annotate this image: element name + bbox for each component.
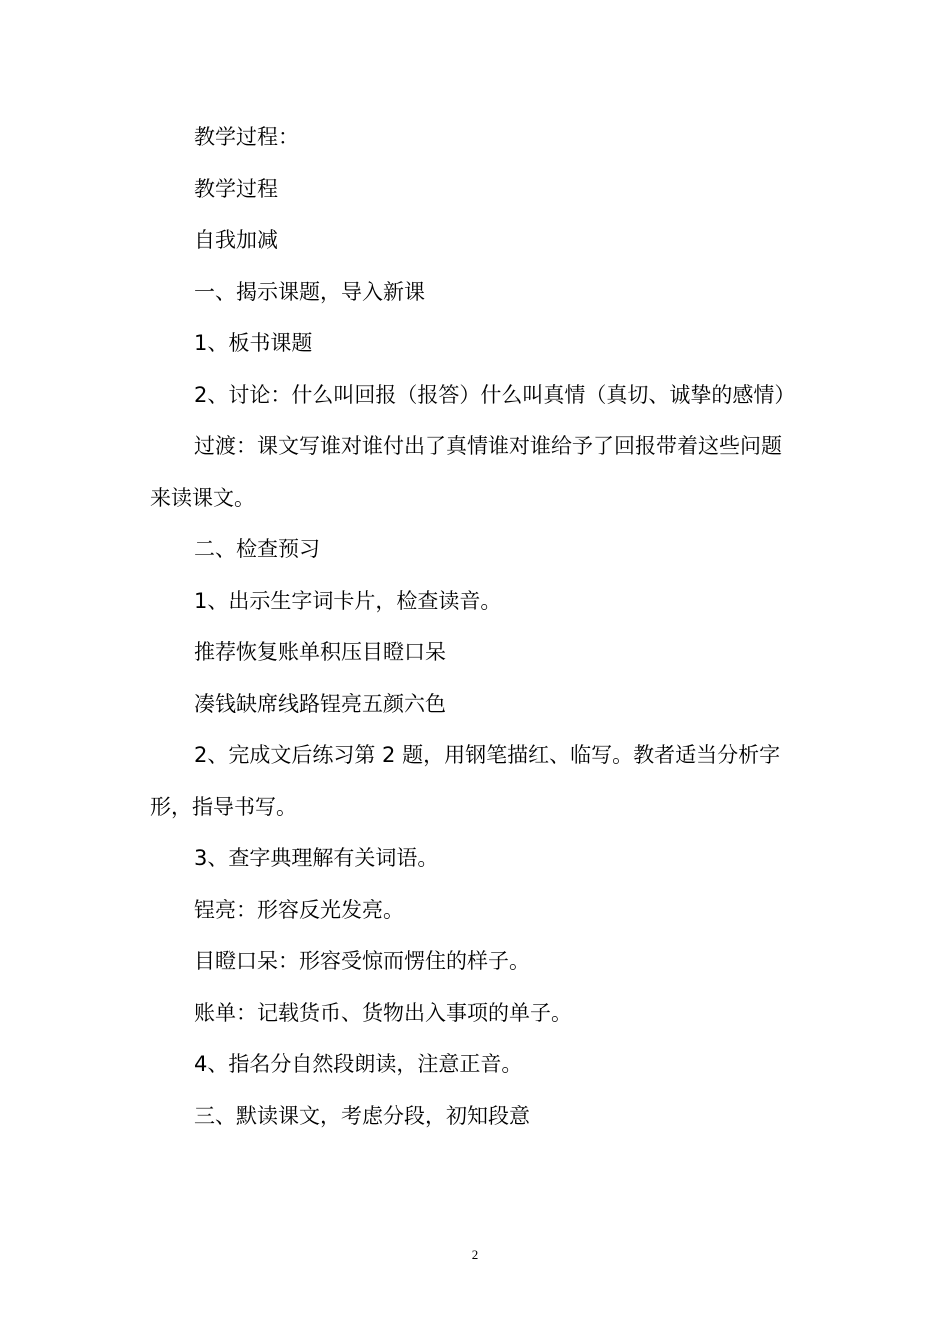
list-item: 1、板书课题 <box>194 331 313 355</box>
section-heading-1: 一、揭示课题，导入新课 <box>194 279 425 304</box>
document-body <box>150 112 802 1142</box>
paragraph-heading-teaching-process-colon: 教学过程： <box>194 125 299 149</box>
vocabulary-line: 凑钱缺席线路锃亮五颜六色 <box>194 691 446 716</box>
paragraph-heading-teaching-process: 教学过程 <box>194 176 278 201</box>
definition-line: 目瞪口呆：形容受惊而愣住的样子。 <box>194 949 530 973</box>
list-item: 4、指名分自然段朗读，注意正音。 <box>194 1052 523 1076</box>
page-number: 2 <box>471 1247 479 1262</box>
paragraph-transition: 过渡：课文写谁对谁付出了真情谁对谁给予了回报带着这些问题来读课文。 <box>150 434 782 510</box>
paragraph-self-adjust: 自我加减 <box>194 228 278 252</box>
vocabulary-line: 推荐恢复账单积压目瞪口呆 <box>194 640 446 664</box>
list-item: 3、查字典理解有关词语。 <box>194 846 439 870</box>
list-item: 1、出示生字词卡片，检查读音。 <box>194 588 502 613</box>
list-item: 2、讨论：什么叫回报（报答）什么叫真情（真切、诚挚的感情） <box>194 382 796 407</box>
definition-line: 锃亮：形容反光发亮。 <box>194 897 404 922</box>
definition-line: 账单：记载货币、货物出入事项的单子。 <box>194 1000 572 1025</box>
section-heading-2: 二、检查预习 <box>194 537 320 561</box>
section-heading-3: 三、默读课文，考虑分段，初知段意 <box>194 1103 530 1128</box>
list-item: 2、完成文后练习第 2 题，用钢笔描红、临写。教者适当分析字形，指导书写。 <box>150 743 781 819</box>
